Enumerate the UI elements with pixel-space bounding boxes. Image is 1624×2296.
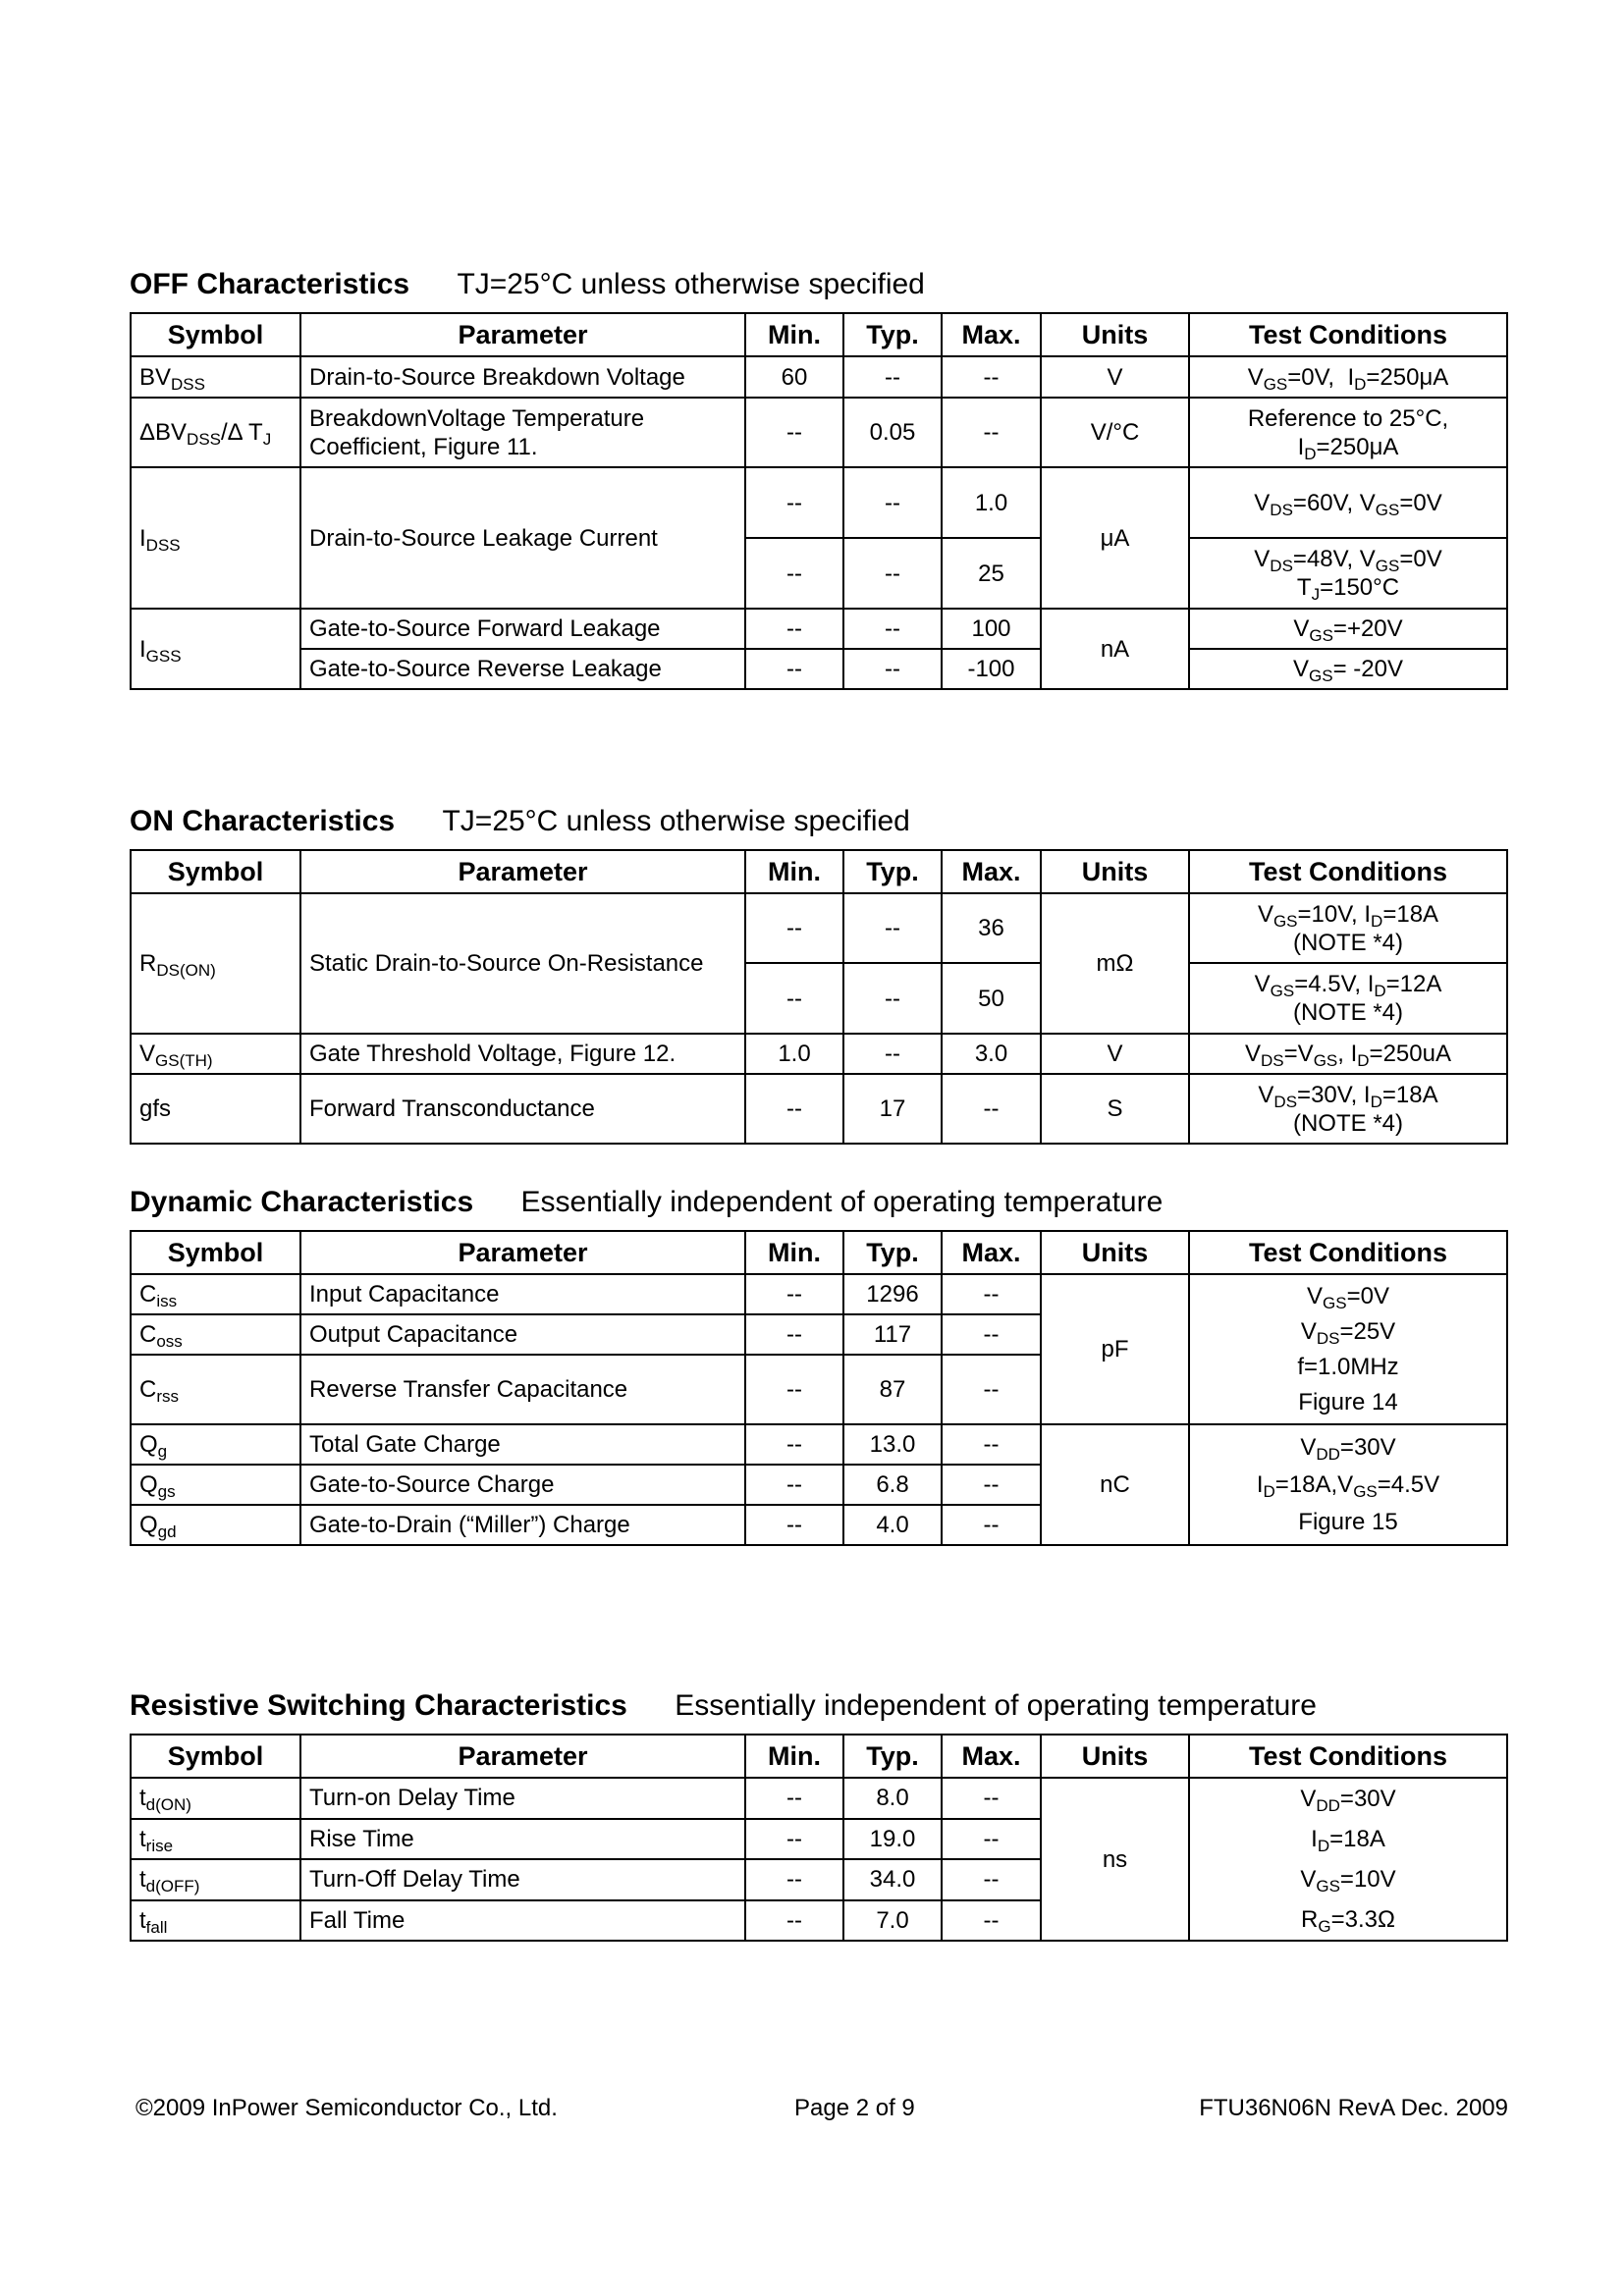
- test-conditions-cell: [1189, 1424, 1507, 1545]
- symbol-cell: $t_{d(ON)}$: [131, 1778, 300, 1819]
- symbol-cell: $I_{DSS}$: [131, 467, 300, 609]
- parameter-cell: Turn-Off Delay Time: [300, 1859, 745, 1900]
- min-cell: --: [745, 893, 843, 963]
- max-cell: 1.0: [942, 467, 1041, 538]
- test-line: $V_{GS}=10V$, $I_D=18A$: [1257, 900, 1439, 931]
- table-row: [131, 609, 1507, 649]
- parameter-cell: Input Capacitance: [300, 1274, 745, 1314]
- test-line: (NOTE *4): [1292, 1109, 1403, 1137]
- parameter-cell: Total Gate Charge: [300, 1424, 745, 1465]
- units-cell: nA: [1041, 609, 1189, 689]
- typ-cell: --: [843, 893, 942, 963]
- table-header-row: [131, 1735, 1507, 1778]
- symbol-cell: $t_{d(OFF)}$: [131, 1859, 300, 1900]
- min-cell: --: [745, 1274, 843, 1314]
- parameter-line: Coefficient, Figure 11.: [309, 433, 538, 460]
- off-characteristics-section: [130, 265, 1506, 690]
- typ-cell: 17: [843, 1074, 942, 1144]
- max-cell: --: [942, 1778, 1041, 1819]
- typ-cell: --: [843, 609, 942, 649]
- test-conditions-cell: $V_{GS}= -20V$: [1189, 649, 1507, 689]
- typ-cell: 34.0: [843, 1859, 942, 1900]
- off-characteristics-table: [130, 312, 1508, 690]
- table-row: [131, 1274, 1507, 1314]
- document-id: FTU36N06N RevA Dec. 2009: [1199, 2095, 1508, 2121]
- column-header: Symbol: [131, 1231, 300, 1274]
- on-characteristics-table: [130, 849, 1508, 1145]
- table-row: [131, 398, 1507, 467]
- min-cell: --: [745, 1505, 843, 1545]
- min-cell: --: [745, 1074, 843, 1144]
- table-row: [131, 1034, 1507, 1074]
- table-header-row: [131, 313, 1507, 356]
- symbol-cell: $I_{GSS}$: [131, 609, 300, 689]
- typ-cell: --: [843, 467, 942, 538]
- units-cell: ns: [1041, 1778, 1189, 1941]
- column-header: Symbol: [131, 850, 300, 893]
- units-cell: μA: [1041, 467, 1189, 609]
- test-line: $V_{DS}=25V$: [1300, 1317, 1396, 1348]
- typ-cell: 87: [843, 1355, 942, 1424]
- max-cell: 36: [942, 893, 1041, 963]
- typ-cell: --: [843, 1034, 942, 1074]
- column-header: Min.: [745, 850, 843, 893]
- max-cell: 3.0: [942, 1034, 1041, 1074]
- max-cell: --: [942, 356, 1041, 398]
- typ-cell: 13.0: [843, 1424, 942, 1465]
- test-line: $R_G=3.3\Omega$: [1301, 1906, 1395, 1936]
- test-line: $I_D=250\mu A$: [1297, 433, 1399, 463]
- test-line: $V_{GS}=10V$: [1300, 1866, 1396, 1896]
- min-cell: --: [745, 467, 843, 538]
- parameter-cell: [300, 398, 745, 467]
- parameter-cell: Forward Transconductance: [300, 1074, 745, 1144]
- parameter-cell: Gate-to-Source Forward Leakage: [300, 609, 745, 649]
- table-row: [131, 1778, 1507, 1819]
- symbol-cell: $\Delta BV_{DSS}/\Delta$ $T_J$: [131, 398, 300, 467]
- section-title: Resistive Switching Characteristics: [130, 1689, 627, 1722]
- test-conditions-cell: [1189, 1074, 1507, 1144]
- test-conditions-cell: $V_{GS}=0V$, $I_D=250\mu A$: [1189, 356, 1507, 398]
- parameter-cell: Gate-to-Drain (“Miller”) Charge: [300, 1505, 745, 1545]
- min-cell: --: [745, 538, 843, 609]
- dynamic-characteristics-section: [130, 1183, 1506, 1546]
- max-cell: 50: [942, 963, 1041, 1034]
- max-cell: 100: [942, 609, 1041, 649]
- parameter-cell: Gate-to-Source Charge: [300, 1465, 745, 1505]
- min-cell: --: [745, 1859, 843, 1900]
- section-title: Dynamic Characteristics: [130, 1186, 474, 1218]
- min-cell: --: [745, 1900, 843, 1942]
- typ-cell: 7.0: [843, 1900, 942, 1942]
- column-header: Test Conditions: [1189, 850, 1507, 893]
- table-row: [131, 1424, 1507, 1465]
- max-cell: -100: [942, 649, 1041, 689]
- column-header: Min.: [745, 1735, 843, 1778]
- min-cell: --: [745, 649, 843, 689]
- test-line: $V_{GS}=4.5V$, $I_D=12A$: [1254, 971, 1442, 1000]
- min-cell: --: [745, 1778, 843, 1819]
- test-line: (NOTE *4): [1292, 929, 1403, 956]
- test-line: Figure 15: [1298, 1508, 1398, 1535]
- test-conditions-cell: $V_{DS}=V_{GS}$, $I_D=250uA$: [1189, 1034, 1507, 1074]
- test-line: $V_{DD}=30V$: [1300, 1786, 1396, 1815]
- typ-cell: --: [843, 963, 942, 1034]
- max-cell: 25: [942, 538, 1041, 609]
- parameter-cell: Turn-on Delay Time: [300, 1778, 745, 1819]
- column-header: Typ.: [843, 313, 942, 356]
- units-cell: V: [1041, 356, 1189, 398]
- column-header: Typ.: [843, 1735, 942, 1778]
- units-cell: S: [1041, 1074, 1189, 1144]
- test-conditions-cell: [1189, 1778, 1507, 1941]
- test-conditions-cell: [1189, 398, 1507, 467]
- min-cell: --: [745, 1355, 843, 1424]
- section-condition: Essentially independent of operating temperature: [520, 1186, 1164, 1218]
- min-cell: --: [745, 1819, 843, 1860]
- units-cell: V: [1041, 1034, 1189, 1074]
- typ-cell: 19.0: [843, 1819, 942, 1860]
- on-characteristics-section: [130, 802, 1506, 1145]
- test-line: $V_{GS}=0V$: [1307, 1282, 1389, 1312]
- test-line: Reference to 25°C,: [1247, 404, 1449, 432]
- column-header: Min.: [745, 1231, 843, 1274]
- symbol-cell: $C_{iss}$: [131, 1274, 300, 1314]
- symbol-cell: $C_{rss}$: [131, 1355, 300, 1424]
- table-row: [131, 649, 1507, 689]
- min-cell: --: [745, 398, 843, 467]
- test-conditions-cell: [1189, 963, 1507, 1034]
- test-line: $V_{DS}=30V$, $I_D=18A$: [1258, 1081, 1438, 1111]
- units-cell: nC: [1041, 1424, 1189, 1545]
- typ-cell: 6.8: [843, 1465, 942, 1505]
- min-cell: --: [745, 609, 843, 649]
- test-line: Figure 14: [1298, 1388, 1398, 1415]
- parameter-cell: Fall Time: [300, 1900, 745, 1942]
- section-condition: Essentially independent of operating temperature: [675, 1689, 1317, 1722]
- test-conditions-cell: $V_{DS}=60V$, $V_{GS}=0V$: [1189, 467, 1507, 538]
- symbol-cell: $BV_{DSS}$: [131, 356, 300, 398]
- column-header: Max.: [942, 1231, 1041, 1274]
- units-cell: V/°C: [1041, 398, 1189, 467]
- table-row: [131, 356, 1507, 398]
- min-cell: --: [745, 1314, 843, 1355]
- table-row: [131, 1074, 1507, 1144]
- parameter-cell: Static Drain-to-Source On-Resistance: [300, 893, 745, 1034]
- symbol-cell: $Q_g$: [131, 1424, 300, 1465]
- column-header: Max.: [942, 850, 1041, 893]
- max-cell: --: [942, 398, 1041, 467]
- symbol-cell: $Q_{gd}$: [131, 1505, 300, 1545]
- test-conditions-cell: [1189, 1274, 1507, 1424]
- column-header: Max.: [942, 1735, 1041, 1778]
- table-row: [131, 893, 1507, 963]
- column-header: Test Conditions: [1189, 1231, 1507, 1274]
- section-condition: TJ=25°C unless otherwise specified: [457, 268, 925, 300]
- parameter-cell: Reverse Transfer Capacitance: [300, 1355, 745, 1424]
- symbol-cell: gfs: [131, 1074, 300, 1144]
- max-cell: --: [942, 1859, 1041, 1900]
- table-row: [131, 467, 1507, 538]
- max-cell: --: [942, 1900, 1041, 1942]
- min-cell: 60: [745, 356, 843, 398]
- column-header: Min.: [745, 313, 843, 356]
- table-header-row: [131, 1231, 1507, 1274]
- test-line: $I_D=18A$: [1311, 1826, 1385, 1855]
- parameter-cell: Drain-to-Source Breakdown Voltage: [300, 356, 745, 398]
- parameter-cell: Output Capacitance: [300, 1314, 745, 1355]
- column-header: Test Conditions: [1189, 1735, 1507, 1778]
- copyright-text: ©2009 InPower Semiconductor Co., Ltd.: [135, 2095, 558, 2121]
- typ-cell: --: [843, 538, 942, 609]
- column-header: Parameter: [300, 1231, 745, 1274]
- test-conditions-cell: $V_{GS}=+20V$: [1189, 609, 1507, 649]
- column-header: Units: [1041, 1735, 1189, 1778]
- min-cell: --: [745, 1465, 843, 1505]
- symbol-cell: $t_{fall}$: [131, 1900, 300, 1942]
- table-header-row: [131, 850, 1507, 893]
- symbol-cell: $V_{GS(TH)}$: [131, 1034, 300, 1074]
- typ-cell: 8.0: [843, 1778, 942, 1819]
- column-header: Test Conditions: [1189, 313, 1507, 356]
- max-cell: --: [942, 1314, 1041, 1355]
- symbol-cell: $R_{DS(ON)}$: [131, 893, 300, 1034]
- column-header: Units: [1041, 313, 1189, 356]
- typ-cell: --: [843, 649, 942, 689]
- min-cell: 1.0: [745, 1034, 843, 1074]
- typ-cell: 4.0: [843, 1505, 942, 1545]
- column-header: Symbol: [131, 1735, 300, 1778]
- min-cell: --: [745, 1424, 843, 1465]
- max-cell: --: [942, 1465, 1041, 1505]
- test-line: $I_D=18A,V_{GS}=4.5V$: [1256, 1470, 1440, 1501]
- parameter-cell: Drain-to-Source Leakage Current: [300, 467, 745, 609]
- symbol-cell: $t_{rise}$: [131, 1819, 300, 1860]
- units-cell: pF: [1041, 1274, 1189, 1424]
- test-conditions-cell: [1189, 893, 1507, 963]
- switching-characteristics-section: [130, 1686, 1506, 1942]
- parameter-cell: Rise Time: [300, 1819, 745, 1860]
- units-cell: mΩ: [1041, 893, 1189, 1034]
- page-number: Page 2 of 9: [794, 2095, 915, 2121]
- parameter-line: BreakdownVoltage Temperature: [309, 404, 645, 432]
- max-cell: --: [942, 1424, 1041, 1465]
- typ-cell: 1296: [843, 1274, 942, 1314]
- dynamic-characteristics-table: [130, 1230, 1508, 1546]
- symbol-cell: $C_{oss}$: [131, 1314, 300, 1355]
- column-header: Typ.: [843, 850, 942, 893]
- test-line: f=1.0MHz: [1297, 1353, 1399, 1380]
- column-header: Symbol: [131, 313, 300, 356]
- test-line: $V_{DD}=30V$: [1300, 1433, 1396, 1464]
- switching-characteristics-table: [130, 1734, 1508, 1942]
- max-cell: --: [942, 1819, 1041, 1860]
- section-title: OFF Characteristics: [130, 268, 410, 300]
- page-footer: [130, 2095, 1506, 2134]
- typ-cell: 117: [843, 1314, 942, 1355]
- test-line: $T_J=150^\circ C$: [1296, 574, 1400, 604]
- typ-cell: 0.05: [843, 398, 942, 467]
- test-line: $V_{DS}=48V$, $V_{GS}=0V$: [1254, 546, 1442, 575]
- section-title: ON Characteristics: [130, 805, 396, 837]
- column-header: Max.: [942, 313, 1041, 356]
- parameter-cell: Gate-to-Source Reverse Leakage: [300, 649, 745, 689]
- parameter-cell: Gate Threshold Voltage, Figure 12.: [300, 1034, 745, 1074]
- column-header: Parameter: [300, 850, 745, 893]
- column-header: Parameter: [300, 1735, 745, 1778]
- test-line: (NOTE *4): [1292, 999, 1403, 1026]
- min-cell: --: [745, 963, 843, 1034]
- column-header: Units: [1041, 1231, 1189, 1274]
- symbol-cell: $Q_{gs}$: [131, 1465, 300, 1505]
- test-conditions-cell: [1189, 538, 1507, 609]
- max-cell: --: [942, 1274, 1041, 1314]
- max-cell: --: [942, 1074, 1041, 1144]
- max-cell: --: [942, 1355, 1041, 1424]
- column-header: Parameter: [300, 313, 745, 356]
- typ-cell: --: [843, 356, 942, 398]
- section-condition: TJ=25°C unless otherwise specified: [442, 805, 910, 837]
- max-cell: --: [942, 1505, 1041, 1545]
- column-header: Typ.: [843, 1231, 942, 1274]
- column-header: Units: [1041, 850, 1189, 893]
